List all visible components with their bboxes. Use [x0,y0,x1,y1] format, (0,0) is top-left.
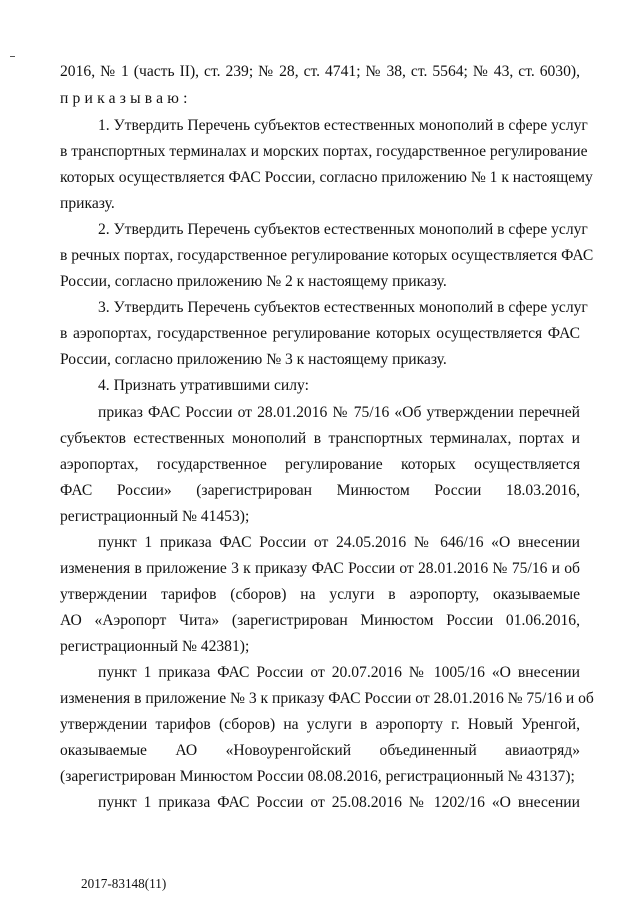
text-line: АО «Аэропорт Чита» (зарегистрирован Минюстом России 01.06.2016, [60,612,580,629]
text-line: в речных портах, государственное регулирование которых осуществляется ФАС [60,247,594,264]
text-line: утверждении тарифов (сборов) на услуги в аэропорту, оказываемые [60,586,580,603]
text-line: 1. Утвердить Перечень субъектов естественных монополий в сфере услуг [98,117,588,134]
text-line: пункт 1 приказа ФАС России от 20.07.2016 № 1005/16 «О внесении [98,664,580,681]
text-line: (зарегистрирован Минюстом России 08.08.2016, регистрационный № 43137); [60,768,575,785]
margin-mark [10,56,15,57]
text-line: 4. Признать утратившими силу: [98,377,309,394]
text-line: которых осуществляется ФАС России, согласно приложению № 1 к настоящему [60,169,593,186]
text-line: приказу. [60,195,115,212]
text-line: 2. Утвердить Перечень субъектов естественных монополий в сфере услуг [98,221,588,238]
text-line: утверждении тарифов (сборов) на услуги в аэропорту г. Новый Уренгой, [60,716,580,733]
text-line: пункт 1 приказа ФАС России от 25.08.2016 № 1202/16 «О внесении [98,794,580,811]
text-line: регистрационный № 41453); [60,508,250,525]
text-line: аэропортах, государственное регулирование которых осуществляется [60,456,580,473]
text-line: ФАС России» (зарегистрирован Минюстом России 18.03.2016, [60,482,580,499]
text-line: России, согласно приложению № 3 к настоящему приказу. [60,351,447,368]
text-line: в аэропортах, государственное регулирование которых осуществляется ФАС [60,325,580,342]
text-line: в транспортных терминалах и морских портах, государственное регулирование [60,143,588,160]
text-line: регистрационный № 42381); [60,638,250,655]
text-line: оказываемые АО «Новоуренгойский объединенный авиаотряд» [60,742,580,759]
document-footer-number: 2017-83148(11) [81,876,167,891]
text-line: 3. Утвердить Перечень субъектов естественных монополий в сфере услуг [98,299,588,316]
text-line: приказ ФАС России от 28.01.2016 № 75/16 «Об утверждении перечней [98,404,580,421]
order-word: приказываю: [60,90,192,107]
text-line: пункт 1 приказа ФАС России от 24.05.2016 № 646/16 «О внесении [98,534,580,551]
text-line: изменения в приложение № 3 к приказу ФАС России от 28.01.2016 № 75/16 и об [60,690,594,707]
text-line: России, согласно приложению № 2 к настоящему приказу. [60,273,447,290]
text-line: 2016, № 1 (часть II), ст. 239; № 28, ст. 4741; № 38, ст. 5564; № 43, ст. 6030), [60,63,580,80]
text-line: изменения в приложение 3 к приказу ФАС России от 28.01.2016 № 75/16 и об [60,560,580,577]
text-line: субъектов естественных монополий в транспортных терминалах, портах и [60,430,580,447]
